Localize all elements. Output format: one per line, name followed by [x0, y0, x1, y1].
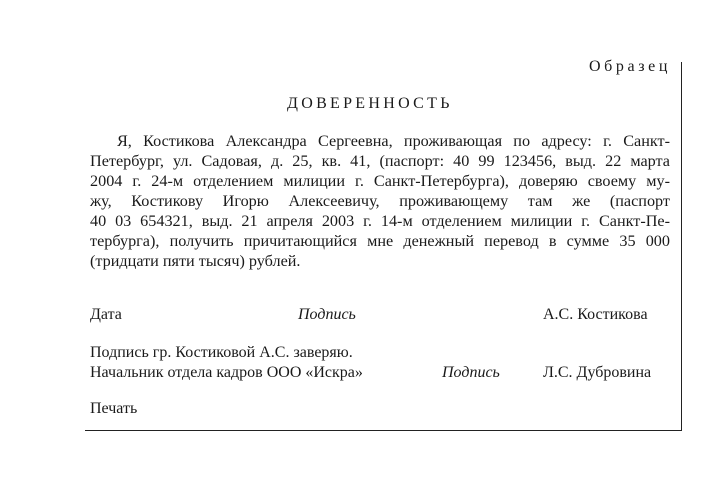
document-frame-right-border	[681, 62, 682, 431]
stamp-label: Печать	[90, 400, 138, 417]
document-body	[90, 131, 670, 271]
certifier-signature-label: Подпись	[442, 364, 500, 381]
document-frame-bottom-border	[85, 430, 682, 431]
certifier-name: Л.С. Дубровина	[543, 364, 652, 381]
certification-text: Подпись гр. Костиковой А.С. заверяю.	[90, 344, 353, 361]
sample-label: Образец	[589, 58, 671, 75]
body-line: 40 03 654321, выд. 21 апреля 2003 г. 14-м отделением милиции г. Санкт-Пе-	[90, 212, 670, 230]
signer-name: А.С. Костикова	[543, 306, 648, 323]
certifier-position: Начальник отдела кадров ООО «Искра»	[90, 364, 363, 381]
body-line: (тридцати пяти тысяч) рублей.	[90, 252, 301, 270]
date-label: Дата	[90, 306, 122, 323]
body-line: тербурга), получить причитающийся мне денежный перевод в сумме 35 000	[90, 232, 670, 250]
body-line: Петербург, ул. Садовая, д. 25, кв. 41, (паспорт: 40 99 123456, выд. 22 марта	[90, 152, 670, 170]
document-title: ДОВЕРЕННОСТЬ	[287, 95, 453, 112]
body-line: жу, Костикову Игорю Алексеевичу, проживающему там же (паспорт	[90, 192, 670, 210]
body-line: Я, Костикова Александра Сергеевна, проживающая по адресу: г. Санкт-	[117, 132, 670, 150]
body-line: 2004 г. 24-м отделением милиции г. Санкт-Петербурга), доверяю своему му-	[90, 172, 670, 190]
signature-label: Подпись	[298, 306, 356, 323]
